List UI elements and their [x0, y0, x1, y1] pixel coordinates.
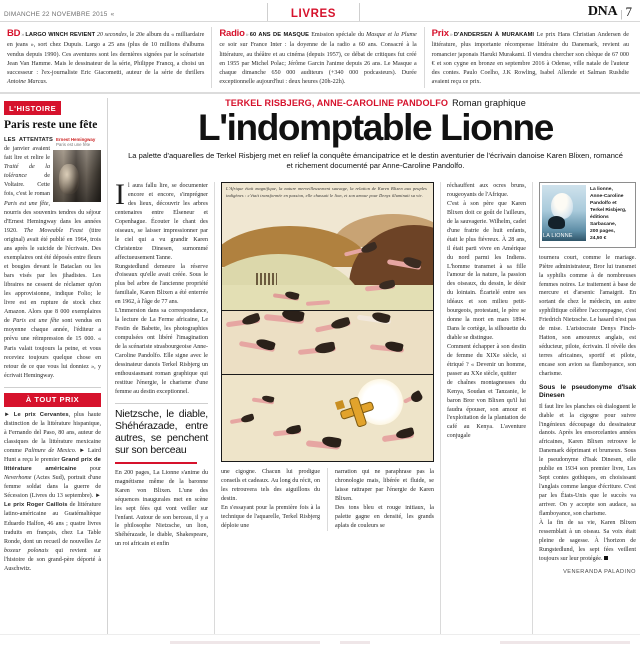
- brief-radio-lede: 60 ANS DE MASQUE: [249, 32, 310, 38]
- book-cover-title: LA LIONNE: [543, 233, 573, 240]
- footer-ghost-1: [170, 641, 320, 644]
- article-center-block: [221, 182, 434, 634]
- prize-2-italic: Neverhome: [4, 475, 32, 482]
- teaser-divider-top: [115, 403, 208, 404]
- brief-bd-kicker: BD: [7, 28, 21, 39]
- book-meta-line-7: 200 pages,: [590, 228, 616, 234]
- comic-under-columns: [221, 462, 434, 531]
- prize-2-text2: (Actes Sud), portrait d'une femme soldat dans la guerre de Sécession (Livres du 13 septembre).: [4, 475, 101, 500]
- brief-prix-kicker: Prix: [431, 28, 449, 39]
- prize-1-name: Le prix Cervantes: [13, 411, 69, 418]
- prize-3-text: de littérature latino-américaine au Guatémaltèque Eduardo Halfon, 46 ans ; quatre livres traduits en français, chez La Table Ronde, dont un recueil de nouvelles: [4, 502, 101, 545]
- brief-radio: [211, 27, 423, 88]
- rail-tag-histoire: L'HISTOIRE: [4, 101, 61, 115]
- article-c1-p4: En 200 pages, La Lionne s'anime du magnétisme même de la baronne Karen von Blixen. L'une des séquences inaugurales met en scène les sept fées qui vont veiller sur l'enfant. Autour de son berceau, il y a le philosophe Nietzsche, un lion, Shéhérazade, le diable, Shakespeare, un roi africain et enfin: [115, 469, 208, 548]
- masthead-section-title: LIVRES: [268, 3, 360, 21]
- masthead-date: [4, 3, 268, 21]
- rail-history-quote: « Paris valait toujours la peine, et vous receviez toujours quelque chose en retour de ce que vous lui donniez », y écrivait Hemingway.: [4, 336, 101, 379]
- article-c5-p3: [539, 519, 636, 564]
- article-c1-p3: L'immersion dans sa correspondance, la lecture de La Ferme africaine, Le Festin de Babette, les photographies compulsées ont libéré l'imagination de la scénariste strasbourgeoise Anne-Caroline Pandolfo. Elle signe avec le dessinateur danois Terkel Risbjerg un enthousiasmant roman graphique qui restitue l'énergie, le charisme d'une femme au destin exceptionnel.: [115, 308, 208, 395]
- prize-2-name: Grand prix de littérature américaine: [4, 457, 101, 473]
- brief-prix-body: Le prix Hans Christian Andersen de littérature, plus importante récompense littéraire du Danemark, revient au romancier japonais Haruki Murakami. Il viendra chercher son chèque de 67 000 € et son cygne en bronze en septembre 2016 à Odense, ville natale de l'auteur des contes. Paulo Coelho, J.K Rowling, Isabel Allende et Salman Rushdie avaient reçu ce prix.: [431, 32, 629, 86]
- article-column-1: [115, 178, 215, 634]
- standfirst: La palette d'aquarelles de Terkel Risbjerg met en relief la conquête émancipatrice et le destin aventurier de l'écrivain danoise Karen Blixen, romancé et richement documenté par Anne-Caroline Pandolfo.: [128, 150, 623, 170]
- article-c4-p2: C'est à son père que Karen Blixen doit ce goût de l'ailleurs, de la sauvagerie. Wilhelm, cadet d'une fratrie de huit enfants, était le plus fiévreux. À 28 ans, il était parti vivre en Amérique du nord parmi les Indiens. L'homme transmet à sa fille l'amour de la nature, la passion des oiseaux, du dessin, le désir du lointain. Écartelé entre ses idéaux et son milieu petit-bourgeois, protestant, le père se donne la mort en mars 1894. Dans le cortège, la silhouette du diable se distingue.: [447, 200, 526, 341]
- rail-history-t2: de Voltaire. Cette fois, c'est le roman: [4, 173, 50, 198]
- prize-bullet-2: ►: [79, 448, 86, 454]
- prize-1-italic: Palinure de Mexico: [24, 448, 75, 454]
- article-subhead-pseudonym: Sous le pseudonyme d'Isak Dinesen: [539, 383, 636, 399]
- article-column-2: [221, 468, 320, 531]
- prize-2-text: pour: [76, 466, 101, 473]
- briefs-bar: [0, 22, 640, 94]
- brief-radio-body: ce soir sur France Inter : la doyenne de la radio a 60 ans. Consacré à la littérature, au théâtre et au cinéma (depuis 1957), ce débat de critiques fut créé en 1955 par Michel Polac; Jérôme Garcin l'anime depuis 26 ans. Le Masque a chaque dimanche 650 000 auditeurs (+340 000 podcasteurs). Durée exceptionnelle aujourd'hui : deux heures (20h-22h).: [219, 42, 417, 86]
- left-rail: [4, 98, 108, 634]
- article-c2-p2: En s'essayant pour la première fois à la technique de l'aquarelle, Terkel Risbjerg déploie une: [221, 504, 320, 529]
- article-byline: VENERANDA PALADINO: [563, 568, 636, 575]
- comic-panel-3: [222, 375, 433, 461]
- comic-illustration: [221, 182, 434, 462]
- book-meta-line-3: Pandolfo et: [590, 200, 617, 206]
- page-body: [0, 94, 640, 634]
- rail-history-body: [4, 136, 101, 381]
- page-title: L'indomptable Lionne: [198, 106, 553, 148]
- masthead-date-suffix: «: [110, 11, 115, 18]
- article-c5-p3-text: À la fin de sa vie, Karen Blixen ressemblait à un oiseau. Sa voix était pleine de sagesse. À l'horizon de Rungstedlund, les sept fées veillent toujours sur leur protégée.: [539, 519, 636, 562]
- masthead: [0, 0, 640, 22]
- footer-ghost-2: [340, 641, 370, 644]
- article-c3-p1: narration qui ne paraphrase pas la chronologie mais, libérée et fluide, se laisse rattraper par l'énergie de Karen Blixen.: [335, 469, 434, 502]
- rail-history-t3: , nourris des souvenirs tendres du séjour d'Ernest Hemingway dans les années 1920.: [4, 200, 101, 234]
- brief-bd-lede: LARGO WINCH REVIENT: [25, 32, 96, 38]
- rail-history-t6: sont vendus en moyenne chaque année, l'éditeur a prévu une réimpression de 15 000.: [4, 318, 101, 343]
- article-c1-p1: Il aura fallu lire, se documenter encore et encore, s'imprégner des lieux, découvrir les arbres centenaires entre Elseneur et Copenhague. Écouter le chant des oiseaux, se laisser impressionner par le ciel qui a vu grandir Karen Christentze Dinesen, surnommé affectueusement Tanne.: [115, 178, 208, 261]
- brief-bd-italic-1: 20 secondes: [96, 32, 127, 38]
- book-cover-image: [542, 185, 586, 241]
- biplane-tail: [335, 400, 345, 410]
- prize-bullet-1: ►: [4, 411, 10, 418]
- end-mark: [604, 556, 607, 559]
- book-meta-line-6: Sarbacane,: [590, 221, 617, 227]
- comic-panel-2: [222, 311, 433, 375]
- rail-history-t1: de janvier avaient fait lire et relire le: [4, 146, 50, 162]
- brief-bd-body-end: .: [45, 79, 48, 86]
- brief-prix-lede: D'ANDERSEN À MURAKAMI: [453, 32, 535, 38]
- rail-divider: [4, 387, 101, 388]
- brief-prix: [424, 27, 636, 88]
- article-c4-p1: réchauffent aux ocres bruns, rougeoyants de l'Afrique.: [447, 183, 526, 198]
- brief-bd-body: , le 20e album du « milliardaire en jeans », sort chez Dupuis. Largo a 25 ans (plus de 10 millions d'albums vendus depuis 1990). Ces aventures sont les dernières signées par le scénariste Jean Van Hamme. Mais le dessinateur de la série, Philippe Francq, a choisi un successeur : l'ex-journaliste Eric Giacometti, auteur de la série de thrillers: [7, 32, 205, 77]
- brief-bd: [4, 27, 211, 88]
- rail-history-i2: Paris est une fête: [4, 200, 49, 207]
- page-number: 7: [625, 4, 632, 19]
- brand-logo: DNA: [587, 4, 618, 19]
- article-c4-p4: de chaînes montagneuses du Kenya, Soudan et Tanzanie, le baron Bror von Blixen qu'il lui faudra épouser, son amour et l'exploitation de la plantation de café au Kenya. L'aventure conjugale: [447, 379, 526, 440]
- teaser-red-rule: [115, 462, 197, 464]
- article-c1-p2: Rungstedlund demeure la réserve d'oiseaux qu'elle avait créée. Sous le plus bel arbre de l'ancienne propriété familiale, Karen Blixen a été enterrée en 1962, à l'âge de 77 ans.: [115, 263, 208, 306]
- prize-2-pre: Laird Hunt a reçu le premier: [4, 448, 102, 464]
- masthead-date-text: DIMANCHE 22 NOVEMBRE 2015: [4, 11, 108, 18]
- brief-radio-kicker: Radio: [219, 28, 245, 39]
- book-info-box: [539, 182, 636, 248]
- rail-prizes-body: [4, 411, 101, 574]
- pull-quote-teaser: Nietzsche, le diable, Shéhérazade, entre autres, se penchent sur son berceau: [115, 408, 208, 456]
- brief-bd-italic-2: Antoine Marcas: [7, 79, 46, 86]
- rail-history-i3: The Moveable Feast: [23, 227, 83, 234]
- article-c2-p1: une cigogne. Chacun lui prodigue conseils et cadeaux. Au long du récit, on les retrouvera tels des aiguillons du destin.: [221, 469, 320, 502]
- rail-history-t5: Les libraires ne cessent de réclamer qu'on les approvisionne, indique Folio; le livre est en rupture de stock chez Amazon. Alors que 8 000 exemplaires de: [4, 273, 101, 325]
- masthead-brand: [360, 3, 636, 21]
- brief-radio-arrow: »: [245, 32, 249, 38]
- article-c4-p3: Comment échapper à son destin de femme du XIXe siècle, si étriqué ? « Devenir un homme, passer au XXe siècle, quitter: [447, 343, 526, 377]
- article-column-5: [532, 182, 636, 634]
- authors-names: TERKEL RISBJERG, ANNE-CAROLINE PANDOLFO: [225, 97, 449, 108]
- hemingway-book-title: Ernest Hemingway: [56, 137, 96, 143]
- article-column-3: [327, 468, 434, 531]
- book-meta-line-4: Terkel Risbjerg,: [590, 207, 627, 213]
- book-meta-price: 24,50 €: [590, 235, 607, 241]
- village-huts: [256, 273, 277, 284]
- article-c3-p2: Des tons bleu et rouge initiaux, la palette gagne en densité, les grands aplats de couleurs se: [335, 504, 434, 529]
- genre-label: Roman graphique: [452, 97, 526, 108]
- brief-prix-arrow: »: [449, 32, 453, 38]
- hemingway-book-subtitle: Paris est une fête: [56, 142, 91, 148]
- prize-3-end: qui revient sur l'histoire de son grand-père déporté à Auschwitz.: [4, 547, 101, 572]
- footer-ghost-3: [500, 641, 630, 644]
- page-footer-strip: [0, 634, 640, 646]
- rail-history-lede: LES ATTENTATS: [4, 137, 53, 144]
- rail-history-t4: (titre original) avait été publié en 1964, trois ans après le suicide de l'écrivain. Des exemplaires ont été déposés entre fleurs et bougies devant le Bataclan ou les bars visés par les jihadistes.: [4, 227, 101, 279]
- book-cover-lion-shape: [548, 216, 565, 229]
- article-c5-p2: Il faut lire les planches où dialoguent le diable et la cigogne pour suivre l'ingénieux découpage du dessinateur danois. Après les ensorcelantes années africaines, Karen Blixen retrouve le Danemark déprimant et brumeux. Sous le pseudonyme d'Isak Dinesen, elle publie en 1934 son premier livre, Les Sept contes gothiques, en choisissant l'anglais comme langue d'écriture. C'est par les États-Unis que le succès va arriver. On y accepte son audace, sa flamboyance, son charisme.: [539, 403, 636, 517]
- prize-3-name: Le prix Roger Caillois: [4, 502, 68, 509]
- book-meta-line-1: La lionne,: [590, 187, 613, 193]
- article-grid: [115, 175, 636, 634]
- headline-block: [115, 98, 636, 175]
- book-meta-line-2: Anne-Caroline: [590, 194, 624, 200]
- prize-1-text: , plus haute distinction de la littérature hispanique, à Fernando del Paso, 80 ans, auteur de classiques de la littérature mexicaine comme: [4, 411, 101, 454]
- book-metadata: [586, 185, 633, 245]
- comic-caption: L'Afrique était magnifique, la nature merveilleusement sauvage, la relation de Karen Blixen aux peuples indigènes : c'était transformée en passion, elle chassait le lion, et son amour pour Denys illuminait sa vie.: [226, 186, 427, 198]
- article-c5-p1: tournera court, comme le mariage. Piètre administrateur, Bror lui transmet la syphilis comme à de nombreuses femmes noires. Le traitement à base de mercure et d'arsenic l'amaigrit. En sortant de chez le médecin, un autre syphilitique célèbre l'accompagne, c'est Friedrich Nietzsche. Le hasard n'est pas de mise. L'aristocrate Denys Finch-Hatton, son amoureux anglais, est séducteur, pilote, écrivain. Il révèle des terres africaines, sportif et pilote, encase son avion sa flamboyance, son charisme.: [539, 254, 636, 377]
- comic-panel-1: [222, 183, 433, 311]
- article-column-4: [440, 182, 526, 634]
- ground-foreground: [222, 285, 433, 310]
- book-meta-line-5: éditions: [590, 214, 609, 220]
- bataclan-photo: [53, 150, 101, 202]
- brief-radio-pre: Emission spéciale du: [309, 32, 367, 38]
- rail-history-i1: Traité de la tolérance: [4, 164, 50, 180]
- prize-3-italic: Le boxeur polonais: [4, 538, 101, 554]
- brief-radio-italic-1: Masque et la Plume: [366, 32, 417, 38]
- rail-history-i4: Paris est une fête: [12, 318, 60, 325]
- brand-separator: |: [620, 8, 623, 20]
- brief-bd-arrow: »: [21, 32, 25, 38]
- rail-tag-prix: À TOUT PRIX: [4, 393, 101, 407]
- hemingway-book-thumb: [56, 137, 101, 148]
- main-content: [108, 98, 636, 634]
- prize-1-end: .: [74, 448, 77, 454]
- rail-history-title: Paris reste une fête: [4, 119, 98, 132]
- prize-bullet-3: ►: [95, 493, 101, 500]
